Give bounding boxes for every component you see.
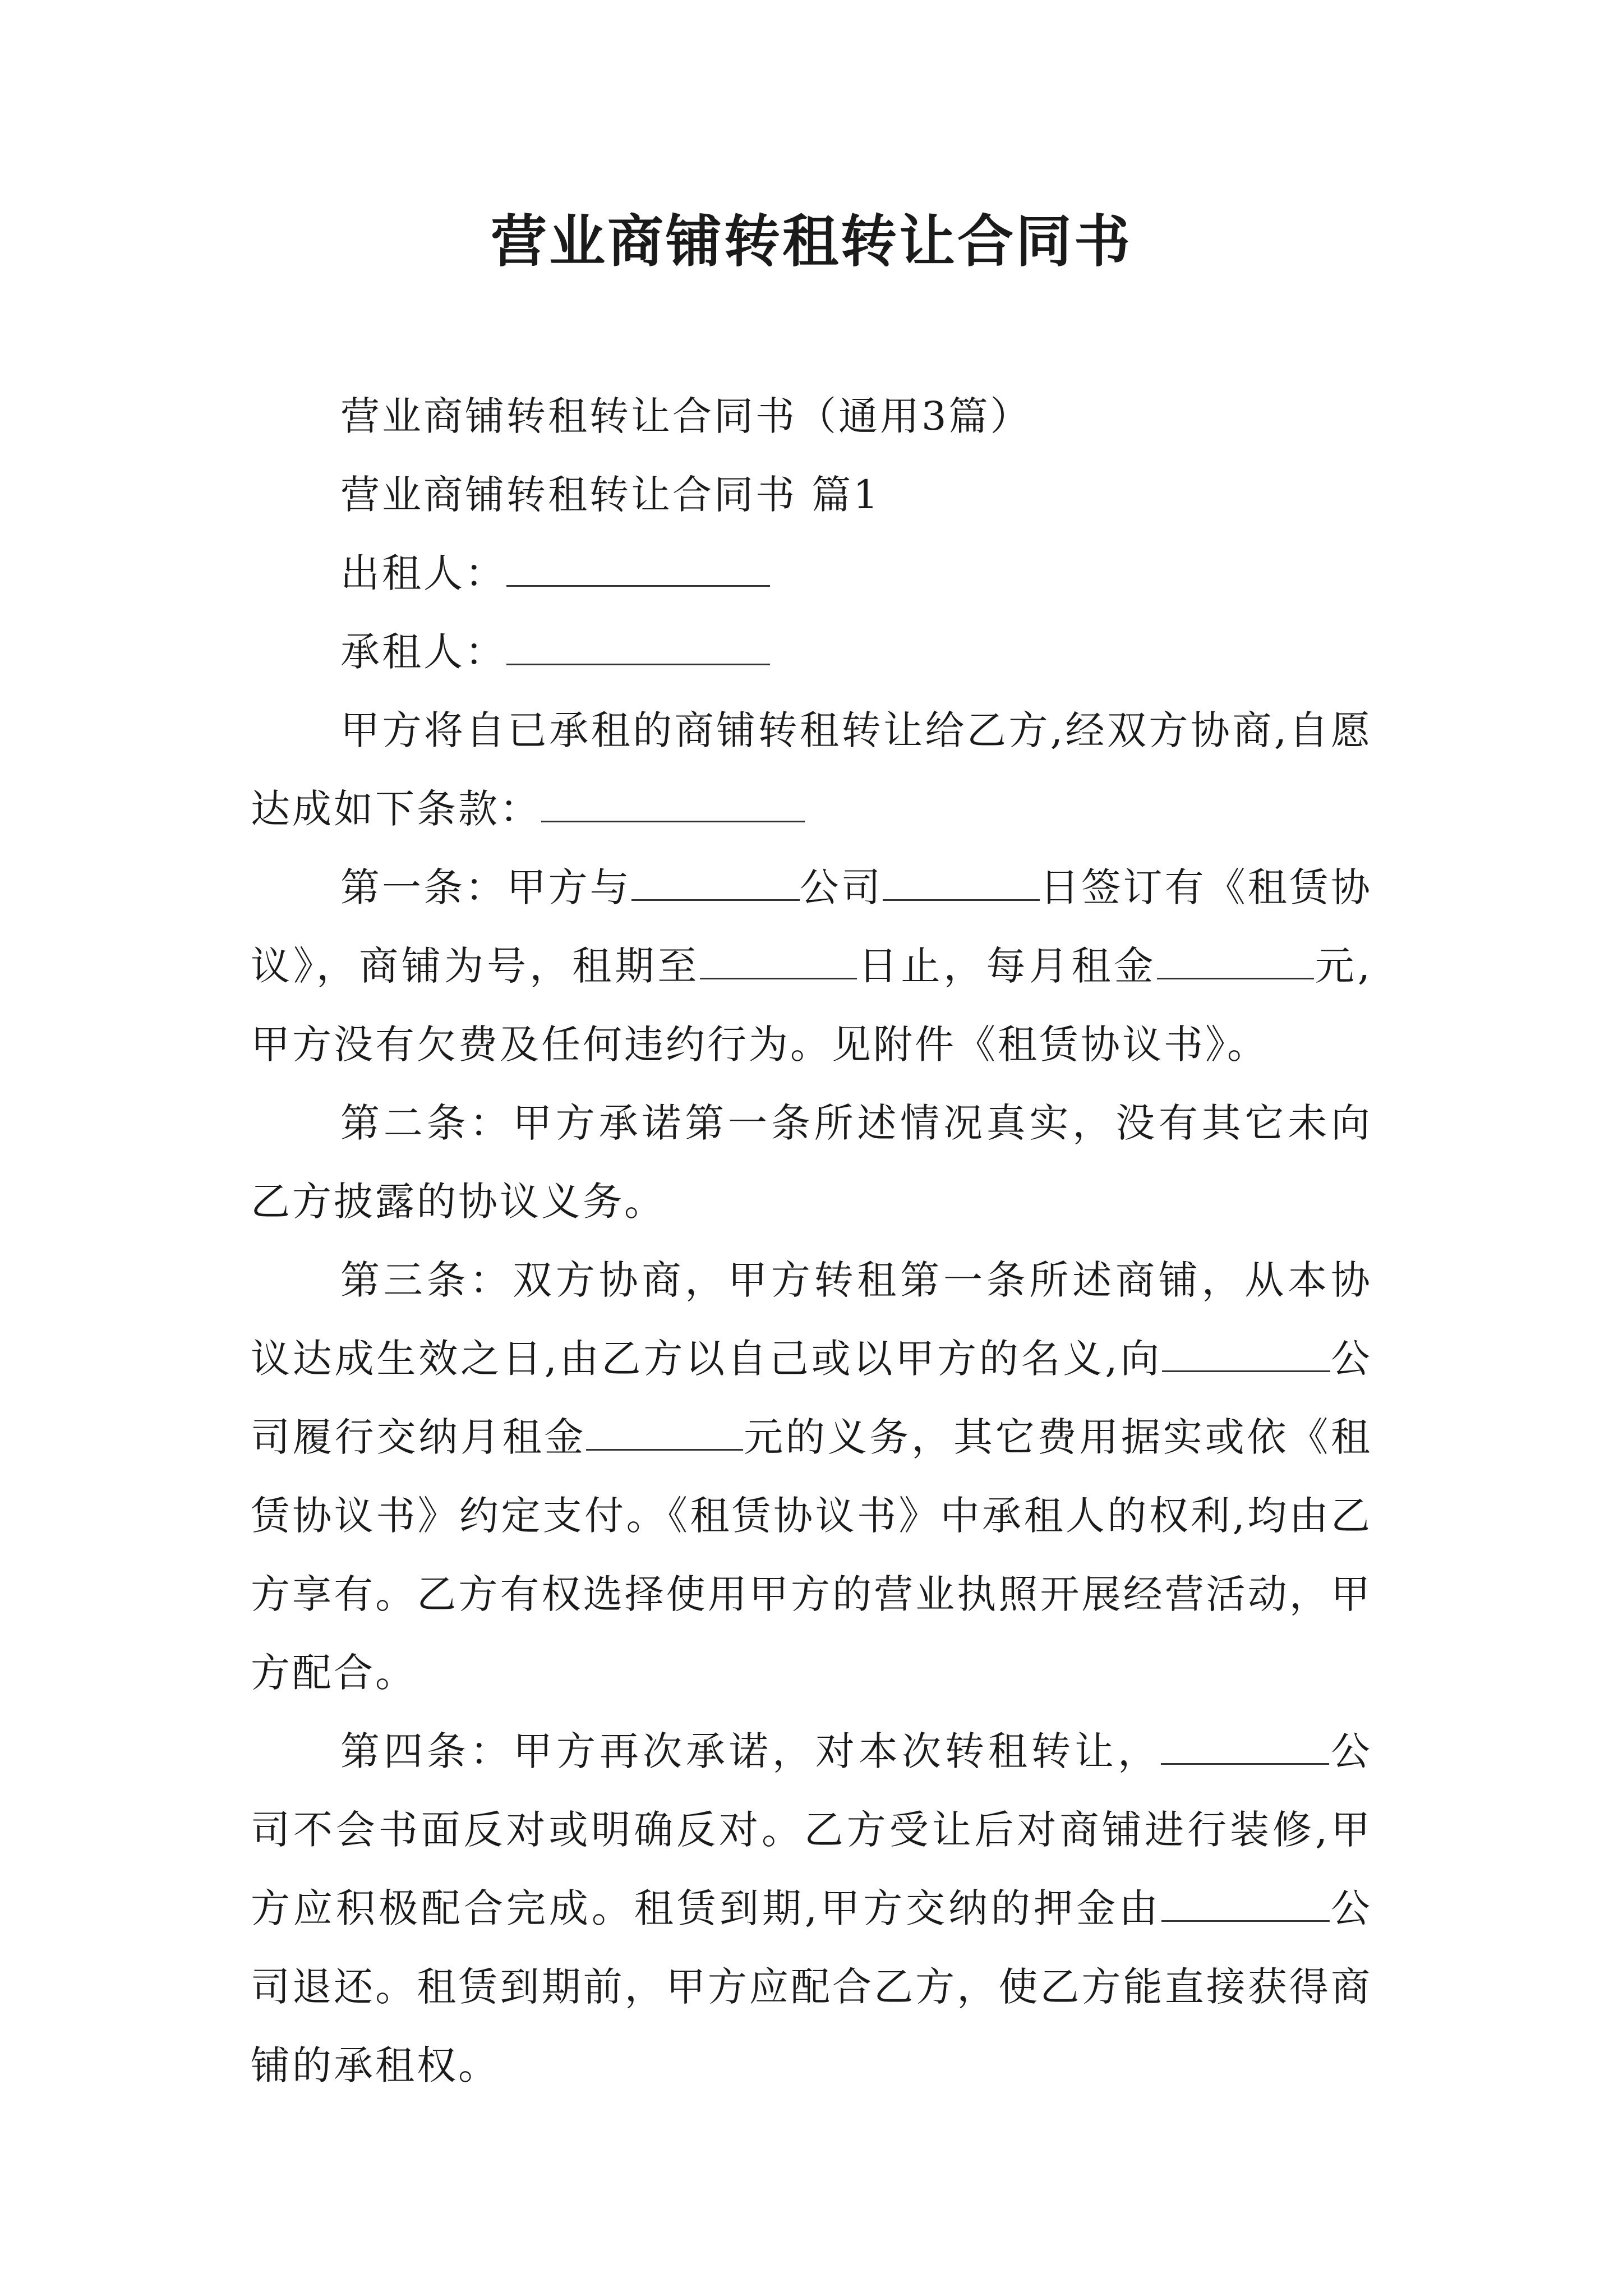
intro-blank bbox=[541, 787, 805, 822]
document-title: 营业商铺转租转让合同书 bbox=[491, 208, 1132, 274]
art1-date-blank bbox=[883, 866, 1040, 901]
art1-text-d: 日止，每月租金 bbox=[857, 943, 1157, 989]
art4-text-a: 第四条：甲方再次承诺，对本次转租转让， bbox=[340, 1728, 1161, 1774]
art4-company-blank bbox=[1161, 1729, 1329, 1765]
lessee-label: 承租人： bbox=[340, 629, 506, 675]
art3-rent-blank bbox=[586, 1415, 743, 1451]
art1-text-a: 第一条：甲方与 bbox=[340, 864, 631, 910]
article-2: 第二条：甲方承诺第一条所述情况真实，没有其它未向乙方披露的协议义务。 bbox=[251, 1100, 1372, 1225]
article-3 bbox=[251, 1241, 1372, 1712]
subtitle-line: 营业商铺转租转让合同书（通用3篇） bbox=[340, 393, 1032, 439]
art1-end-date-blank bbox=[700, 944, 857, 979]
article-4 bbox=[251, 1712, 1372, 2105]
art3-company-blank bbox=[1162, 1337, 1330, 1372]
art1-text-c: 日签订有《租赁协议》，商铺为号，租期至 bbox=[251, 864, 1373, 989]
lessee-line bbox=[251, 613, 1372, 691]
art1-company-blank bbox=[631, 866, 800, 901]
art1-text-e: 元,甲方没有欠费及任何违约行为。见附件《租赁协议书》。 bbox=[251, 943, 1372, 1068]
art1-text-b: 公司 bbox=[799, 864, 883, 910]
article-1 bbox=[251, 848, 1372, 1084]
lessor-label: 出租人： bbox=[340, 550, 506, 596]
art3-text-a: 第三条：双方协商，甲方转租第一条所述商铺，从本协议达成生效之日,由乙方以自己或以甲方的名义,向 bbox=[251, 1257, 1372, 1382]
intro-text: 甲方将自已承租的商铺转租转让给乙方,经双方协商,自愿达成如下条款： bbox=[251, 707, 1372, 832]
art1-rent-blank bbox=[1157, 944, 1314, 979]
document-body bbox=[251, 377, 1372, 2105]
section-heading: 营业商铺转租转让合同书 篇1 bbox=[340, 472, 880, 518]
art4-text-c: 公司退还。租赁到期前，甲方应配合乙方，使乙方能直接获得商铺的承租权。 bbox=[251, 1885, 1373, 2088]
art4-deposit-blank bbox=[1161, 1887, 1330, 1922]
lessee-blank bbox=[506, 630, 770, 665]
lessor-blank bbox=[506, 551, 770, 587]
art4-text-b: 公司不会书面反对或明确反对。乙方受让后对商铺进行装修,甲方应积极配合完成。租赁到期,甲方交纳的押金由 bbox=[251, 1728, 1372, 1931]
lessor-line bbox=[251, 534, 1372, 613]
art3-text-c: 元的义务，其它费用据实或依《租赁协议书》约定支付。《租赁协议书》中承租人的权利,均由乙方享有。乙方有权选择使用甲方的营业执照开展经营活动，甲方配合。 bbox=[251, 1414, 1373, 1696]
art3-text-b: 公司履行交纳月租金 bbox=[251, 1336, 1372, 1460]
intro-paragraph bbox=[251, 691, 1372, 848]
